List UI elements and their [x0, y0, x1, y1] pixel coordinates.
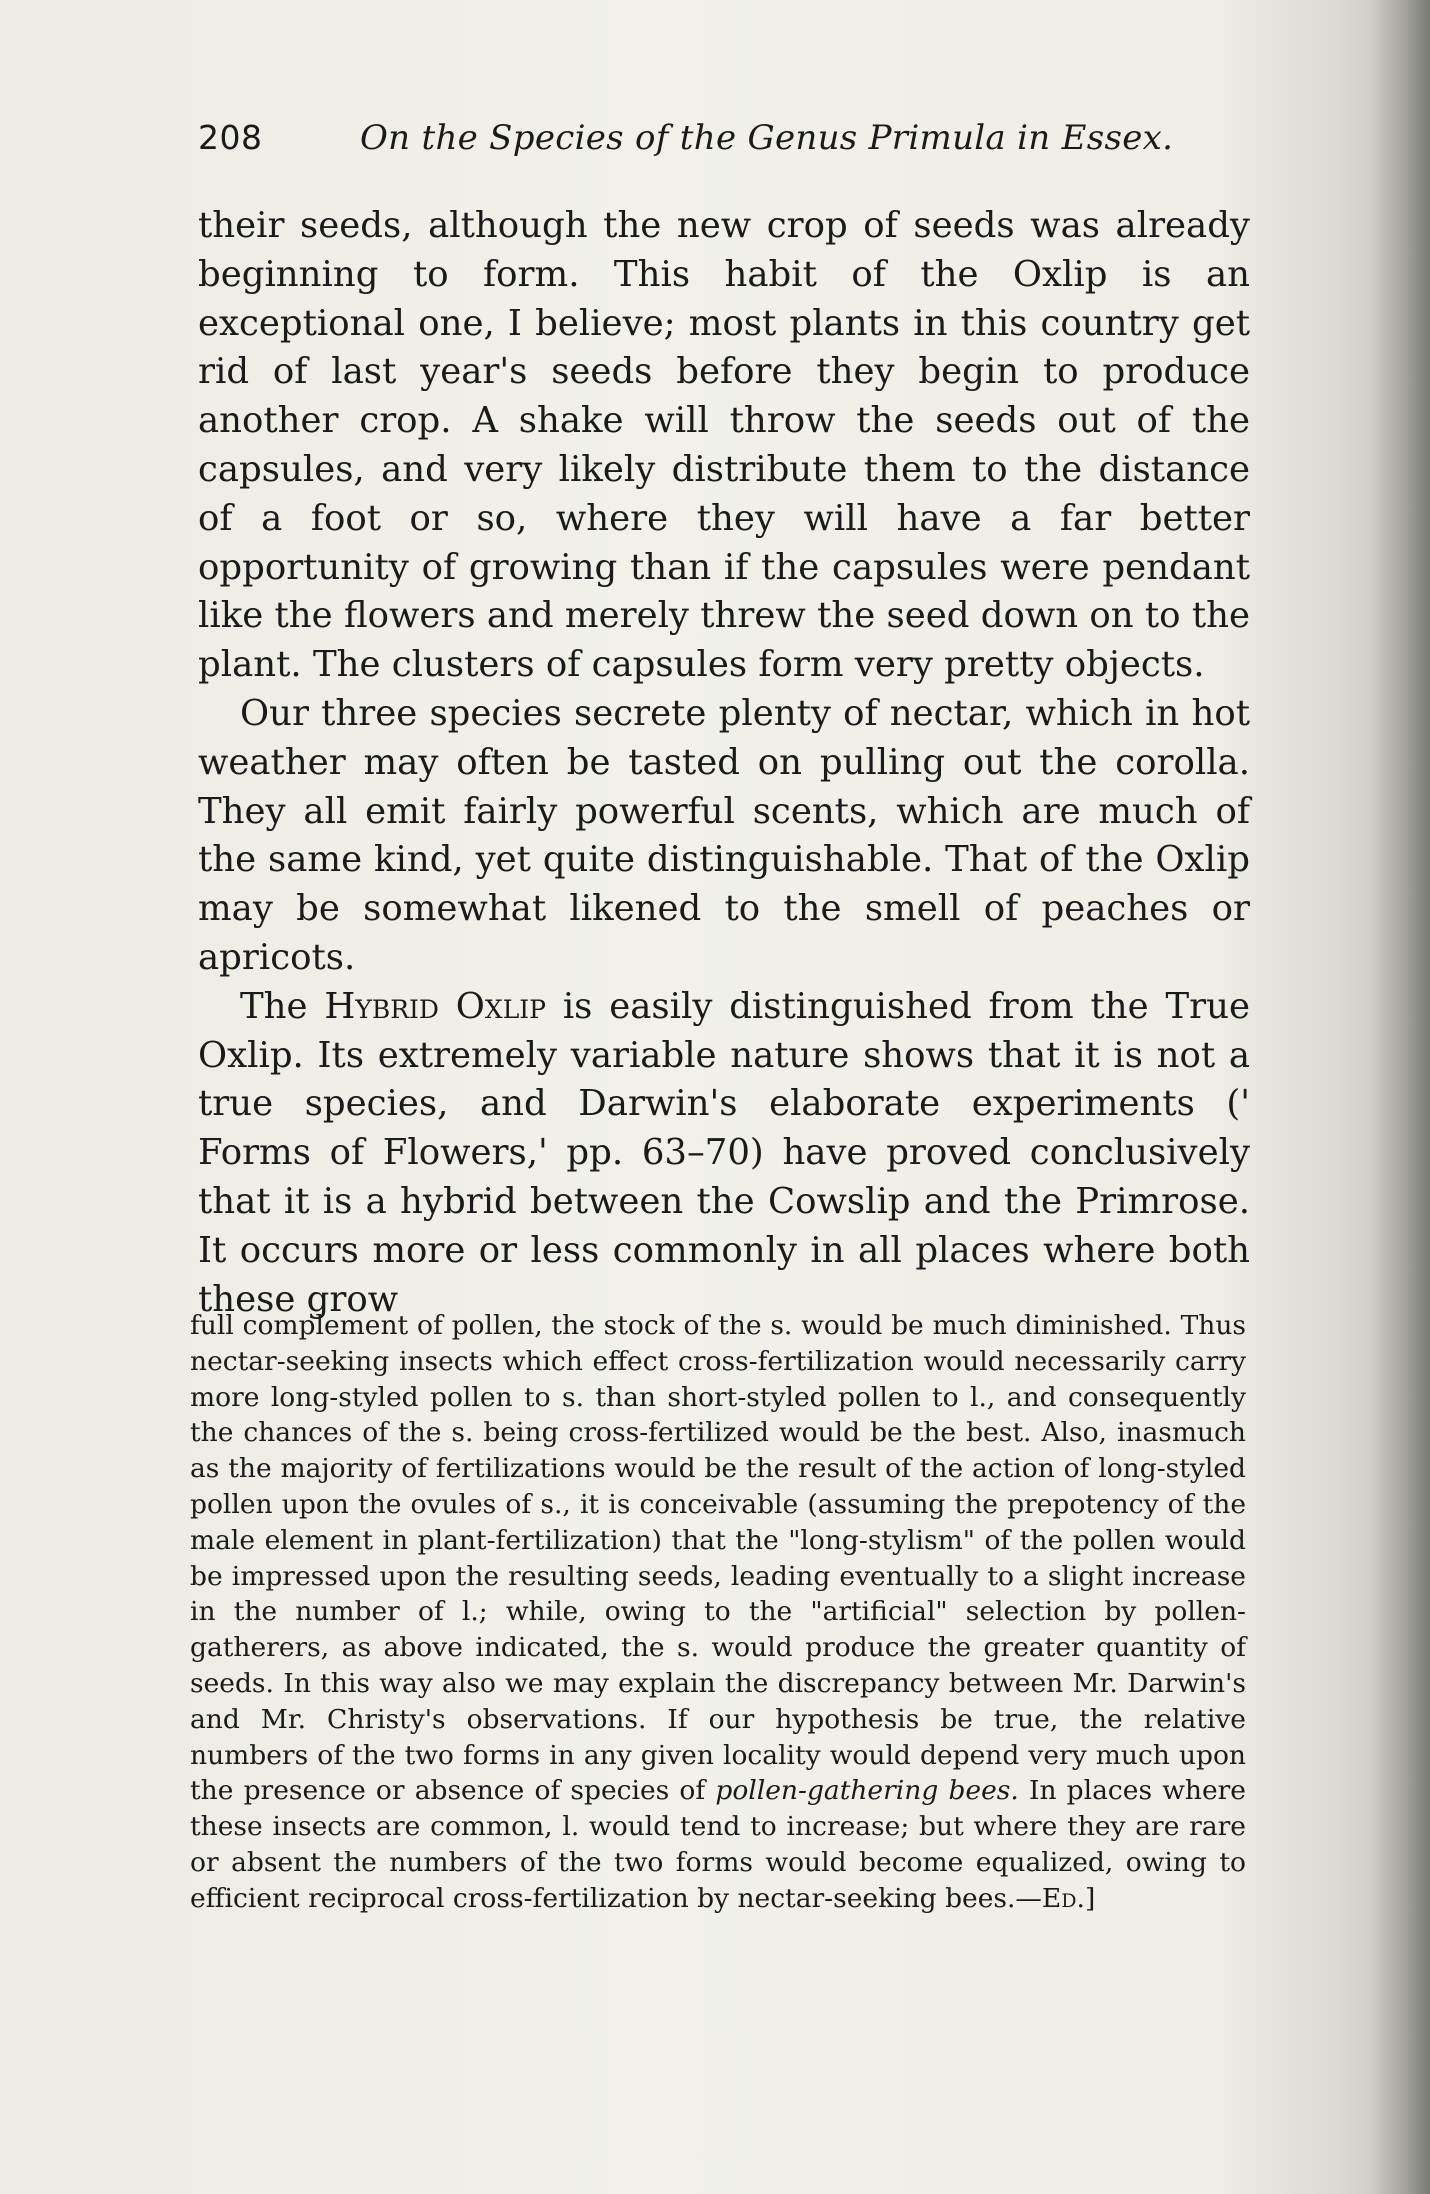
paragraph-3-lead: The — [240, 985, 308, 1027]
footnote-italic-phrase: pollen-gathering bees. — [715, 1775, 1019, 1807]
spine-shadow — [1370, 0, 1430, 2194]
page-number: 208 — [198, 118, 263, 157]
footnote-close-bracket: ] — [1084, 1882, 1096, 1914]
paragraph-1: their seeds, although the new crop of seeds was already beginning to form. This habit of the Oxlip is an exceptional one, I believe; most plants in this country get rid of last year's seeds before they begin to produce another crop. A shake will throw the seeds out of the capsules, and very likely distribute them to the distance of a foot or so, where they will have a far better opportunity of growing than if the capsules were pendant like the flowers and merely threw the seed down on to the plant. The clusters of capsules form very pretty objects. — [198, 205, 1250, 686]
editor-mark: Ed. — [1041, 1882, 1085, 1914]
paragraph-2: Our three species secrete plenty of nectar, which in hot weather may often be tasted on pulling out the corolla. They all emit fairly powerful scents, which are much of the same kind, yet quite distinguishable. That of the Oxlip may be somewhat likened to the smell of peaches or apricots. — [198, 692, 1250, 978]
paragraph-3-body: is easily distinguished from the True Oxlip. Its extremely variable nature shows that it is not a true species, and Darwin's elaborate experiments (' Forms of Flowers,' pp. 63–70) have proved conclusively that it is a hybrid between the Cowslip and the Primrose. It occurs more or less commonly in all places where both these grow — [198, 985, 1250, 1320]
footnote — [190, 1308, 1246, 1917]
footnote-paragraph — [190, 1308, 1246, 1917]
footnote-text-b: In places where these insects are common, l. would tend to increase; but where they are rare or absent the numbers of the two forms would become equalized, owing to efficient reciprocal cross-fertilization by nectar-seeking bees.— — [190, 1775, 1246, 1914]
running-head: On the Species of the Genus Primula in Essex. — [360, 118, 1174, 158]
footnote-text-a: full complement of pollen, the stock of the s. would be much diminished. Thus nectar-seeking insects which effect cross-fertilization would necessarily carry more long-styled pollen to s. than short-styled pollen to l., and consequently the chances of the s. being cross-fertilized would be the best. Also, inasmuch as the majority of fertilizations would be the result of the action of long-styled pollen upon the ovules of s., it is conceivable (assuming the prepotency of the male element in plant-fertilization) that the "long-stylism" of the pollen would be impressed upon the resulting seeds, leading eventually to a slight increase in the number of l.; while, owing to the "artificial" selection by pollen-gatherers, as above indicated, the s. would produce the greater quantity of seeds. In this way also we may explain the discrepancy between Mr. Darwin's and Mr. Christy's observations. If our hypothesis be true, the relative numbers of the two forms in any given locality would depend very much upon the presence or absence of species of — [190, 1310, 1246, 1807]
hybrid-oxlip-heading: Hybrid Oxlip — [324, 985, 546, 1027]
paragraph-3 — [198, 983, 1250, 1325]
main-text — [198, 202, 1250, 1324]
page-header — [198, 118, 1258, 168]
